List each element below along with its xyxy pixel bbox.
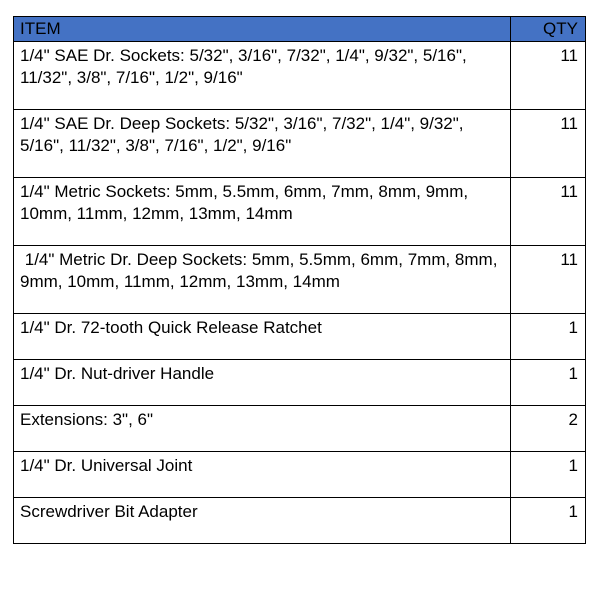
item-cell: 1/4" Dr. Nut-driver Handle [14,360,511,406]
column-header-item: ITEM [14,17,511,42]
item-cell: 1/4" Dr. 72-tooth Quick Release Ratchet [14,314,511,360]
item-cell: 1/4" Dr. Universal Joint [14,452,511,498]
item-cell: 1/4" Metric Dr. Deep Sockets: 5mm, 5.5mm, 6mm, 7mm, 8mm, 9mm, 10mm, 11mm, 12mm, 13mm, 14mm [14,246,511,314]
header-row [14,17,586,42]
qty-cell: 1 [511,360,586,406]
table-row [14,406,586,452]
item-cell: Screwdriver Bit Adapter [14,498,511,544]
qty-cell: 1 [511,452,586,498]
table-row [14,498,586,544]
table-row [14,246,586,314]
parts-list-table [13,16,586,544]
table-row [14,178,586,246]
table-row [14,110,586,178]
item-cell: 1/4" SAE Dr. Sockets: 5/32", 3/16", 7/32", 1/4", 9/32", 5/16", 11/32", 3/8", 7/16", 1/2", 9/16" [14,42,511,110]
qty-cell: 2 [511,406,586,452]
table-row [14,314,586,360]
table-row [14,42,586,110]
column-header-qty: QTY [511,17,586,42]
qty-cell: 1 [511,314,586,360]
qty-cell: 11 [511,178,586,246]
qty-cell: 11 [511,110,586,178]
qty-cell: 11 [511,246,586,314]
table-row [14,452,586,498]
qty-cell: 11 [511,42,586,110]
table-row [14,360,586,406]
item-cell: 1/4" SAE Dr. Deep Sockets: 5/32", 3/16", 7/32", 1/4", 9/32", 5/16", 11/32", 3/8", 7/16", 1/2", 9/16" [14,110,511,178]
item-cell: Extensions: 3", 6" [14,406,511,452]
item-cell: 1/4" Metric Sockets: 5mm, 5.5mm, 6mm, 7mm, 8mm, 9mm, 10mm, 11mm, 12mm, 13mm, 14mm [14,178,511,246]
qty-cell: 1 [511,498,586,544]
